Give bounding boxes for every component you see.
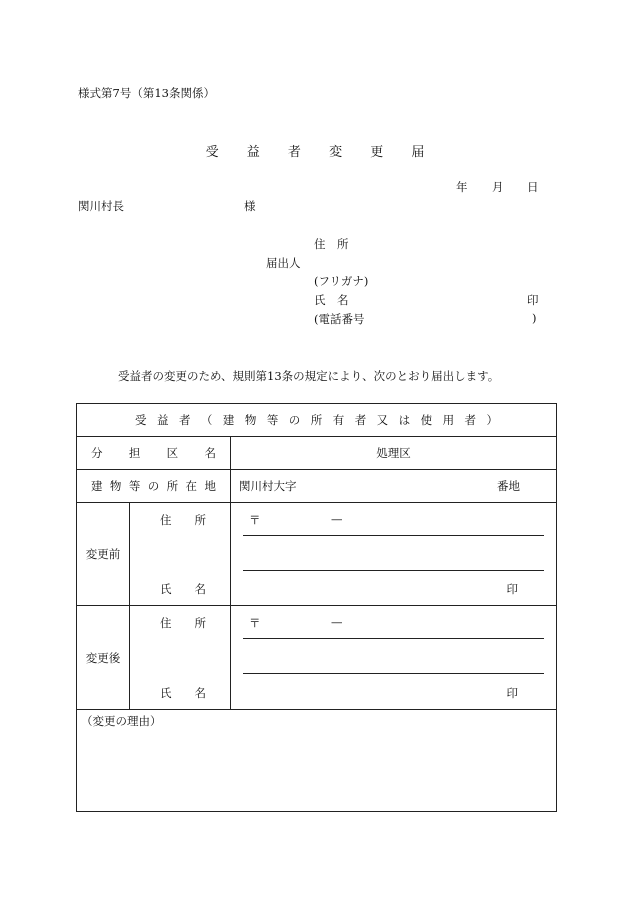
location-label-char: 建 (91, 479, 103, 493)
after-postal-mark: 〒 (249, 616, 261, 630)
district-label-char: 担 (128, 446, 141, 460)
addressee-name: 関川村長 (78, 199, 124, 213)
after-value-cell (231, 606, 557, 710)
before-address-line-1 (243, 535, 544, 536)
after-name-label-char: 氏 (160, 686, 172, 700)
district-label-char: 名 (204, 446, 216, 460)
location-label-char: 地 (204, 479, 216, 493)
before-address-label-char: 所 (194, 513, 206, 527)
header-char: （ (200, 413, 213, 427)
header-char: 物 (244, 413, 257, 427)
applicant-address-label: 住 所 (314, 237, 349, 251)
before-postal-mark: 〒 (249, 513, 261, 527)
district-value: 処理区 (376, 446, 411, 460)
reason-cell (77, 710, 557, 812)
statement-text: 受益者の変更のため、規則第13条の規定により、次のとおり届出します。 (118, 369, 500, 383)
header-char: 等 (266, 413, 279, 427)
after-address-line-1 (243, 638, 544, 639)
district-value-cell (231, 437, 557, 470)
before-name-label-char: 名 (194, 582, 206, 596)
header-char: 所 (310, 413, 323, 427)
applicant-seal: 印 (527, 293, 539, 307)
applicant-phone-close: ) (532, 311, 537, 325)
title-char: 届 (411, 145, 425, 160)
date-year: 年 (456, 180, 468, 194)
after-address-label-char: 所 (194, 616, 206, 630)
after-label-cell (77, 606, 130, 710)
title-char: 変 (329, 145, 343, 160)
form-number: 様式第7号（第13条関係） (78, 86, 215, 100)
title-char: 者 (287, 145, 301, 160)
header-char: 有 (332, 413, 345, 427)
header-char: は (398, 413, 411, 427)
after-postal-dash: — (331, 615, 343, 629)
after-label: 変更後 (85, 650, 121, 665)
after-seal: 印 (506, 686, 519, 700)
header-char: の (288, 413, 301, 427)
location-value-cell (231, 470, 557, 503)
after-address-line-2 (243, 673, 544, 674)
location-label-char: 物 (109, 479, 122, 493)
reason-label: （変更の理由） (81, 714, 162, 728)
header-char: 用 (442, 413, 455, 427)
before-label-cell (77, 503, 130, 606)
applicant-furigana-label: (フリガナ) (314, 274, 369, 288)
header-char: 者 (464, 413, 477, 427)
district-label-cell (77, 437, 231, 470)
addressee-honorific: 様 (244, 199, 256, 213)
location-label-char: の (147, 479, 160, 493)
before-seal: 印 (506, 582, 519, 596)
form-title (0, 141, 630, 160)
date-day: 日 (527, 180, 539, 194)
before-name-label-char: 氏 (160, 582, 172, 596)
header-char: ） (486, 413, 498, 427)
location-label-cell (77, 470, 231, 503)
table-header (77, 404, 557, 437)
before-postal-dash: — (331, 512, 343, 526)
header-char: 者 (178, 413, 191, 427)
location-label-char: 在 (185, 479, 198, 493)
header-char: 受 (135, 413, 147, 427)
location-label-char: 等 (128, 479, 141, 493)
header-char: 益 (156, 413, 169, 427)
before-field-labels (130, 503, 231, 606)
before-value-cell (231, 503, 557, 606)
applicant-label: 届出人 (266, 256, 301, 270)
beneficiary-table (76, 403, 557, 812)
applicant-phone-label: (電話番号 (314, 312, 365, 326)
before-label: 変更前 (85, 547, 121, 561)
before-address-line-2 (243, 570, 544, 571)
location-suffix: 番地 (497, 479, 521, 493)
title-char: 受 (205, 145, 219, 160)
applicant-name-label: 氏 名 (314, 293, 349, 307)
location-label-char: 所 (166, 479, 179, 493)
header-char: 建 (222, 413, 235, 427)
header-char: 又 (376, 413, 389, 427)
header-char: 者 (354, 413, 367, 427)
location-prefix: 関川村大字 (239, 479, 297, 493)
after-name-label-char: 名 (194, 686, 206, 700)
title-char: 更 (370, 145, 384, 160)
date-month: 月 (492, 180, 504, 194)
header-char: 使 (420, 413, 433, 427)
after-field-labels (130, 606, 231, 710)
before-address-label-char: 住 (160, 513, 172, 527)
after-address-label-char: 住 (160, 616, 172, 630)
district-label-char: 分 (91, 446, 103, 460)
district-label-char: 区 (166, 446, 179, 460)
title-char: 益 (246, 145, 260, 160)
